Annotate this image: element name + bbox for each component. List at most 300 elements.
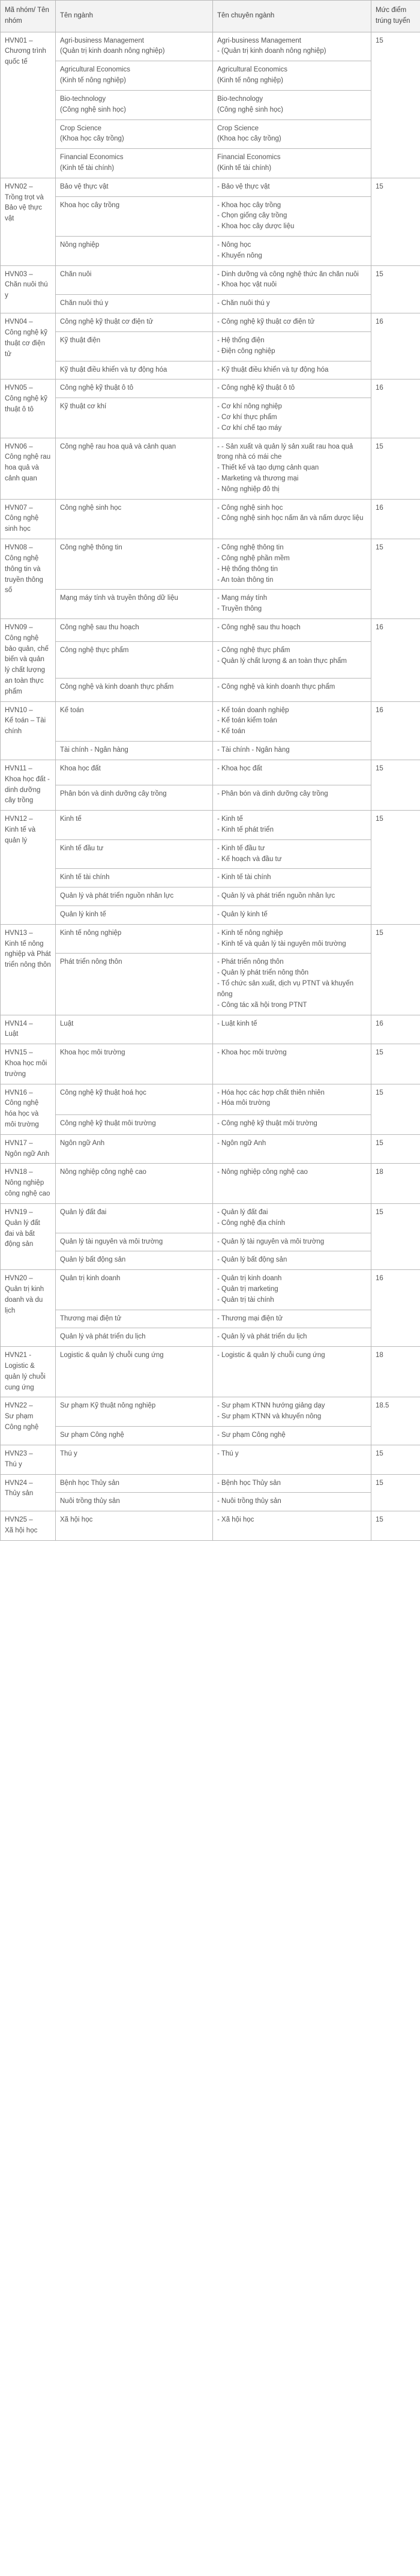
major-name: - Quản lý và phát triển du lịch — [217, 1333, 307, 1341]
program-cell — [56, 1115, 213, 1135]
program-cell — [56, 149, 213, 178]
group-name: Kế toán – Tài chính — [5, 717, 46, 736]
group-name: Kinh tế nông nghiệp và Phát triển nông thôn — [5, 940, 51, 969]
major-name: - Khoa học vật nuôi — [217, 281, 277, 289]
major-cell — [213, 32, 371, 61]
program-name: Bio-technology — [60, 95, 106, 103]
table-header-row — [1, 1, 420, 32]
major-name: - Điện công nghiệp — [217, 347, 275, 355]
major-cell — [213, 742, 371, 760]
major-cell — [213, 1044, 371, 1084]
program-name: Logistic & quản lý chuỗi cung ứng — [60, 1352, 164, 1359]
program-name: Mạng máy tính và truyền thông dữ liệu — [60, 594, 178, 602]
score-cell: 15 — [371, 811, 420, 925]
table-row — [1, 590, 420, 619]
program-name: (Khoa học cây trồng) — [60, 135, 124, 143]
major-cell — [213, 539, 371, 590]
major-name: - Tổ chức sản xuất, dịch vụ PTNT và khuyến nông — [217, 980, 354, 998]
major-name: - Bảo vệ thực vật — [217, 183, 270, 190]
major-cell — [213, 1511, 371, 1541]
group-name: Sư phạm Công nghệ — [5, 1413, 39, 1432]
group-cell — [1, 1270, 56, 1347]
major-name: - Sư phạm Công nghệ — [217, 1432, 286, 1439]
group-code: HVN21 - Logistic & — [5, 1352, 35, 1370]
group-code: HVN20 – — [5, 1275, 33, 1283]
program-name: Khoa học môi trường — [60, 1049, 125, 1057]
major-name: - Kế toán — [217, 728, 245, 736]
program-name: (Kinh tế tài chính) — [60, 164, 115, 172]
program-name: Kinh tế tài chính — [60, 874, 110, 881]
group-code: HVN13 – — [5, 929, 33, 937]
table-row — [1, 701, 420, 741]
major-name: - Kinh tế và quản lý tài nguyên môi trường — [217, 940, 346, 948]
major-name: - Kế hoạch và đầu tư — [217, 855, 282, 863]
major-cell — [213, 906, 371, 925]
header-group: Mã nhóm/ Tên nhóm — [1, 1, 56, 32]
major-cell — [213, 90, 371, 119]
program-name: Công nghệ sinh học — [60, 504, 122, 512]
score-cell: 15 — [371, 924, 420, 1015]
program-cell — [56, 237, 213, 266]
table-row — [1, 1328, 420, 1347]
program-cell — [56, 760, 213, 785]
score-cell: 15 — [371, 1203, 420, 1269]
score-cell: 15 — [371, 1511, 420, 1541]
group-name: Công nghệ rau hoa quả và cảnh quan — [5, 453, 51, 482]
major-name: - Khuyến nông — [217, 252, 262, 259]
group-name: Công nghệ kỹ thuật cơ điện tử — [5, 328, 47, 358]
major-name: (Khoa học cây trồng) — [217, 135, 281, 143]
major-cell — [213, 265, 371, 295]
program-name: Kinh tế nông nghiệp — [60, 929, 122, 937]
program-name: Chăn nuôi — [60, 270, 92, 278]
table-row — [1, 887, 420, 906]
program-cell — [56, 1310, 213, 1328]
score-cell: 15 — [371, 1134, 420, 1164]
group-cell — [1, 379, 56, 438]
group-code: HVN06 – — [5, 443, 33, 450]
table-row — [1, 906, 420, 925]
program-name: Nông nghiệp — [60, 241, 100, 249]
table-row — [1, 1347, 420, 1397]
table-row — [1, 295, 420, 313]
program-cell — [56, 90, 213, 119]
program-name: Phát triển nông thôn — [60, 958, 122, 966]
group-code: HVN07 – — [5, 504, 33, 512]
group-code: HVN23 – — [5, 1450, 33, 1457]
program-cell — [56, 295, 213, 313]
program-cell — [56, 839, 213, 869]
major-name: - Tài chính - Ngân hàng — [217, 746, 290, 754]
major-cell — [213, 1270, 371, 1310]
program-cell — [56, 331, 213, 361]
group-name: Luật — [5, 1030, 19, 1038]
major-cell — [213, 313, 371, 332]
group-name: Công nghệ kỹ thuật ô tô — [5, 395, 47, 413]
major-name: Agricultural Economics — [217, 66, 287, 74]
table-row — [1, 642, 420, 679]
major-name: - Kế toán doanh nghiệp — [217, 706, 289, 714]
group-cell — [1, 438, 56, 499]
major-name: - Quản trị kinh doanh — [217, 1275, 282, 1283]
group-name: Chương trình quốc tế — [5, 47, 46, 66]
major-cell — [213, 149, 371, 178]
group-code: HVN09 – — [5, 623, 33, 631]
major-name: - Quản lý và phát triển nguồn nhân lực — [217, 892, 335, 900]
major-name: - Công nghệ sinh học — [217, 504, 283, 512]
group-code: HVN18 – — [5, 1169, 33, 1176]
score-cell: 15 — [371, 760, 420, 810]
major-name: - Khoa học môi trường — [217, 1049, 287, 1057]
program-name: Sư phạm Kỹ thuật nông nghiệp — [60, 1402, 156, 1410]
program-name: Bảo vệ thực vật — [60, 183, 109, 190]
group-code: HVN02 – — [5, 183, 33, 190]
group-cell — [1, 1044, 56, 1084]
major-name: - Logistic & quản lý chuỗi cung ứng — [217, 1352, 325, 1359]
table-row — [1, 1164, 420, 1203]
program-cell — [56, 590, 213, 619]
major-name: - Cơ khí thực phẩm — [217, 413, 277, 421]
program-cell — [56, 313, 213, 332]
table-row — [1, 1251, 420, 1270]
group-name: Công nghệ sinh học — [5, 515, 39, 533]
group-name: Thủy sản — [5, 1490, 34, 1498]
program-name: Công nghệ kỹ thuật cơ điện tử — [60, 318, 154, 326]
major-cell — [213, 178, 371, 196]
group-code: HVN10 – — [5, 706, 33, 714]
program-cell — [56, 32, 213, 61]
program-cell — [56, 1511, 213, 1541]
major-name: - Nông nghiệp công nghệ cao — [217, 1169, 308, 1176]
program-cell — [56, 379, 213, 398]
group-name: Thú y — [5, 1460, 22, 1468]
major-cell — [213, 379, 371, 398]
table-row — [1, 1397, 420, 1427]
major-name: - An toàn thông tin — [217, 576, 274, 584]
major-name: - Công nghệ phần mềm — [217, 554, 290, 562]
score-cell: 16 — [371, 1270, 420, 1347]
program-cell — [56, 398, 213, 438]
group-name: Công nghệ bảo quản, chế biến và quản lý chất lượng an toàn thực phẩm — [5, 634, 49, 695]
group-code: HVN08 – — [5, 544, 33, 552]
group-code: HVN12 – — [5, 815, 33, 823]
group-cell — [1, 1445, 56, 1474]
major-name: - Kinh tế — [217, 815, 243, 823]
score-cell: 15 — [371, 438, 420, 499]
group-cell — [1, 313, 56, 379]
major-name: - Quản trị tài chính — [217, 1296, 274, 1304]
score-cell: 16 — [371, 379, 420, 438]
program-cell — [56, 679, 213, 702]
major-name: - Quản lý tài nguyên và môi trường — [217, 1238, 325, 1245]
program-name: Nông nghiệp công nghệ cao — [60, 1169, 146, 1176]
group-cell — [1, 1084, 56, 1134]
major-cell — [213, 1164, 371, 1203]
table-row — [1, 32, 420, 61]
table-row — [1, 1310, 420, 1328]
major-name: - Nông học — [217, 241, 251, 249]
major-name: - Quản lý kinh tế — [217, 911, 268, 918]
program-name: Quản lý bất động sản — [60, 1256, 126, 1264]
group-code: HVN15 – — [5, 1049, 33, 1057]
program-name: Luật — [60, 1020, 74, 1027]
program-cell — [56, 1015, 213, 1044]
program-cell — [56, 1044, 213, 1084]
program-name: Kế toán — [60, 706, 84, 714]
major-cell — [213, 839, 371, 869]
program-cell — [56, 1233, 213, 1251]
major-name: - Quản lý bất động sản — [217, 1256, 287, 1264]
program-cell — [56, 1493, 213, 1511]
group-code: HVN05 – — [5, 384, 33, 392]
group-name: Ngôn ngữ Anh — [5, 1150, 50, 1158]
group-cell — [1, 1203, 56, 1269]
program-cell — [56, 265, 213, 295]
group-cell — [1, 760, 56, 810]
program-name: Agricultural Economics — [60, 66, 130, 74]
program-cell — [56, 906, 213, 925]
group-code: HVN11 – — [5, 764, 32, 772]
table-row — [1, 361, 420, 379]
major-name: - - Sản xuất và quản lý sản xuất rau hoa quả trong nhà có mái che — [217, 443, 353, 461]
program-name: Financial Economics — [60, 154, 124, 162]
program-name: Kinh tế — [60, 815, 82, 823]
major-cell — [213, 1203, 371, 1233]
major-name: - Kinh tế phát triển — [217, 826, 274, 833]
group-cell — [1, 1164, 56, 1203]
group-code: HVN19 – — [5, 1208, 33, 1216]
program-cell — [56, 1164, 213, 1203]
group-code: HVN22 – — [5, 1402, 33, 1410]
major-cell — [213, 954, 371, 1015]
table-row — [1, 398, 420, 438]
major-name: - Luật kinh tế — [217, 1020, 257, 1027]
major-name: - Công tác xã hội trong PTNT — [217, 1001, 307, 1009]
program-cell — [56, 742, 213, 760]
group-name: Trồng trọt và Bảo vệ thực vật — [5, 193, 44, 223]
group-cell — [1, 1511, 56, 1541]
major-cell — [213, 642, 371, 679]
group-name: Khoa học đất - dinh dưỡng cây trồng — [5, 775, 50, 805]
program-cell — [56, 1328, 213, 1347]
major-name: - Khoa học cây trồng — [217, 201, 281, 209]
table-row — [1, 811, 420, 840]
program-name: Công nghệ và kinh doanh thực phẩm — [60, 683, 174, 691]
table-row — [1, 954, 420, 1015]
major-name: - Quản trị marketing — [217, 1285, 278, 1293]
program-cell — [56, 1397, 213, 1427]
major-cell — [213, 295, 371, 313]
table-row — [1, 539, 420, 590]
table-row — [1, 438, 420, 499]
table-row — [1, 1445, 420, 1474]
program-name: Ngôn ngữ Anh — [60, 1139, 105, 1147]
program-cell — [56, 701, 213, 741]
table-row — [1, 331, 420, 361]
program-name: Kỹ thuật cơ khí — [60, 403, 107, 411]
score-cell: 15 — [371, 265, 420, 313]
table-row — [1, 379, 420, 398]
major-name: - Hệ thống điện — [217, 336, 265, 344]
major-name: - Quản lý phát triển nông thôn — [217, 969, 309, 977]
group-name: quản lý chuỗi cung ứng — [5, 1373, 46, 1391]
major-name: - Công nghệ kỹ thuật cơ điện tử — [217, 318, 315, 326]
major-name: - Khoa học cây dược liệu — [217, 223, 295, 231]
table-row — [1, 90, 420, 119]
score-cell: 15 — [371, 32, 420, 178]
major-cell — [213, 119, 371, 149]
group-name: Xã hội học — [5, 1526, 38, 1534]
group-code: HVN25 – — [5, 1516, 33, 1524]
program-cell — [56, 1134, 213, 1164]
major-cell — [213, 1493, 371, 1511]
table-row — [1, 839, 420, 869]
major-cell — [213, 361, 371, 379]
major-name: - Quản lý chất lượng & an toàn thực phẩm — [217, 658, 347, 665]
program-cell — [56, 1474, 213, 1493]
program-cell — [56, 869, 213, 887]
table-row — [1, 1134, 420, 1164]
program-name: Quản lý và phát triển nguồn nhân lực — [60, 892, 174, 900]
program-cell — [56, 438, 213, 499]
table-row — [1, 196, 420, 236]
program-name: Quản lý đất đai — [60, 1208, 107, 1216]
major-cell — [213, 760, 371, 785]
group-name: Kinh tế và quản lý — [5, 826, 36, 844]
table-row — [1, 237, 420, 266]
major-name: - Bệnh học Thủy sản — [217, 1479, 281, 1487]
table-row — [1, 1115, 420, 1135]
major-cell — [213, 237, 371, 266]
program-name: Kỹ thuật điều khiển và tự động hóa — [60, 366, 167, 373]
group-cell — [1, 1474, 56, 1511]
group-cell — [1, 1397, 56, 1445]
major-name: - Mạng máy tính — [217, 594, 268, 602]
table-row — [1, 1474, 420, 1493]
header-program: Tên ngành — [56, 1, 213, 32]
program-name: Quản trị kinh doanh — [60, 1275, 121, 1283]
major-cell — [213, 499, 371, 539]
program-name: Khoa học cây trồng — [60, 201, 120, 209]
program-name: Thương mại điện tử — [60, 1314, 122, 1322]
major-name: - Hóa học các hợp chất thiên nhiên — [217, 1089, 325, 1096]
major-name: - Công nghệ thực phẩm — [217, 647, 290, 655]
major-name: - Kinh tế nông nghiệp — [217, 929, 283, 937]
major-name: - Dinh dưỡng và công nghệ thức ăn chăn nuôi — [217, 270, 359, 278]
program-name: Quản lý tài nguyên và môi trường — [60, 1238, 163, 1245]
major-name: - Cơ khí chế tạo máy — [217, 424, 282, 432]
major-name: (Kinh tế tài chính) — [217, 164, 272, 172]
program-cell — [56, 1084, 213, 1115]
major-name: - Cơ khí nông nghiệp — [217, 403, 282, 411]
table-row — [1, 313, 420, 332]
program-cell — [56, 499, 213, 539]
program-name: Nuôi trồng thủy sản — [60, 1498, 120, 1505]
major-name: - Truyền thông — [217, 605, 262, 613]
group-cell — [1, 701, 56, 760]
major-cell — [213, 811, 371, 840]
group-cell — [1, 924, 56, 1015]
score-cell: 15 — [371, 539, 420, 619]
program-name: Kinh tế đầu tư — [60, 844, 104, 852]
program-name: (Công nghệ sinh học) — [60, 106, 126, 113]
group-cell — [1, 265, 56, 313]
program-cell — [56, 785, 213, 811]
program-name: Tài chính - Ngân hàng — [60, 746, 128, 754]
program-cell — [56, 954, 213, 1015]
major-cell — [213, 61, 371, 91]
program-cell — [56, 887, 213, 906]
group-name: Chăn nuôi thú y — [5, 281, 48, 300]
table-row — [1, 61, 420, 91]
program-name: Crop Science — [60, 124, 102, 132]
major-cell — [213, 196, 371, 236]
major-cell — [213, 1427, 371, 1445]
major-cell — [213, 1445, 371, 1474]
score-cell: 18 — [371, 1347, 420, 1397]
score-cell: 16 — [371, 1015, 420, 1044]
table-row — [1, 618, 420, 641]
program-name: Kỹ thuật điện — [60, 336, 101, 344]
group-name: Công nghệ hóa học và môi trường — [5, 1099, 39, 1128]
program-name: Chăn nuôi thú y — [60, 300, 109, 307]
program-name: (Kinh tế nông nghiệp) — [60, 77, 126, 85]
program-cell — [56, 642, 213, 679]
major-cell — [213, 1310, 371, 1328]
major-cell — [213, 618, 371, 641]
major-name: Agri-business Management — [217, 37, 301, 44]
table-row — [1, 499, 420, 539]
major-cell — [213, 1233, 371, 1251]
table-row — [1, 178, 420, 196]
major-name: - Thú y — [217, 1450, 239, 1457]
table-row — [1, 785, 420, 811]
header-major: Tên chuyên ngành — [213, 1, 371, 32]
major-cell — [213, 701, 371, 741]
program-name: Xã hội học — [60, 1516, 93, 1524]
group-cell — [1, 1015, 56, 1044]
program-name: Sư phạm Công nghệ — [60, 1432, 124, 1439]
program-cell — [56, 196, 213, 236]
group-code: HVN01 – — [5, 37, 33, 44]
major-cell — [213, 887, 371, 906]
major-name: Financial Economics — [217, 154, 281, 162]
group-cell — [1, 539, 56, 619]
major-name: (Kinh tế nông nghiệp) — [217, 77, 283, 85]
major-name: Bio-technology — [217, 95, 263, 103]
group-cell — [1, 178, 56, 265]
program-cell — [56, 1251, 213, 1270]
program-cell — [56, 119, 213, 149]
major-name: - Kinh tế đầu tư — [217, 844, 265, 852]
major-cell — [213, 438, 371, 499]
group-cell — [1, 1134, 56, 1164]
group-name: Công nghệ thông tin và truyền thông số — [5, 554, 43, 594]
program-cell — [56, 1445, 213, 1474]
major-name: - Nuôi trồng thủy sản — [217, 1498, 281, 1505]
table-row — [1, 760, 420, 785]
group-cell — [1, 32, 56, 178]
score-cell: 15 — [371, 1084, 420, 1134]
group-name: Khoa học môi trường — [5, 1059, 47, 1078]
group-cell — [1, 1347, 56, 1397]
major-name: - Công nghệ địa chính — [217, 1219, 286, 1227]
program-cell — [56, 1203, 213, 1233]
major-name: - Sư phạm KTNN hướng giảng dạy — [217, 1402, 325, 1410]
program-name: Công nghệ thông tin — [60, 544, 122, 552]
major-name: - Kinh tế tài chính — [217, 874, 271, 881]
table-row — [1, 1270, 420, 1310]
